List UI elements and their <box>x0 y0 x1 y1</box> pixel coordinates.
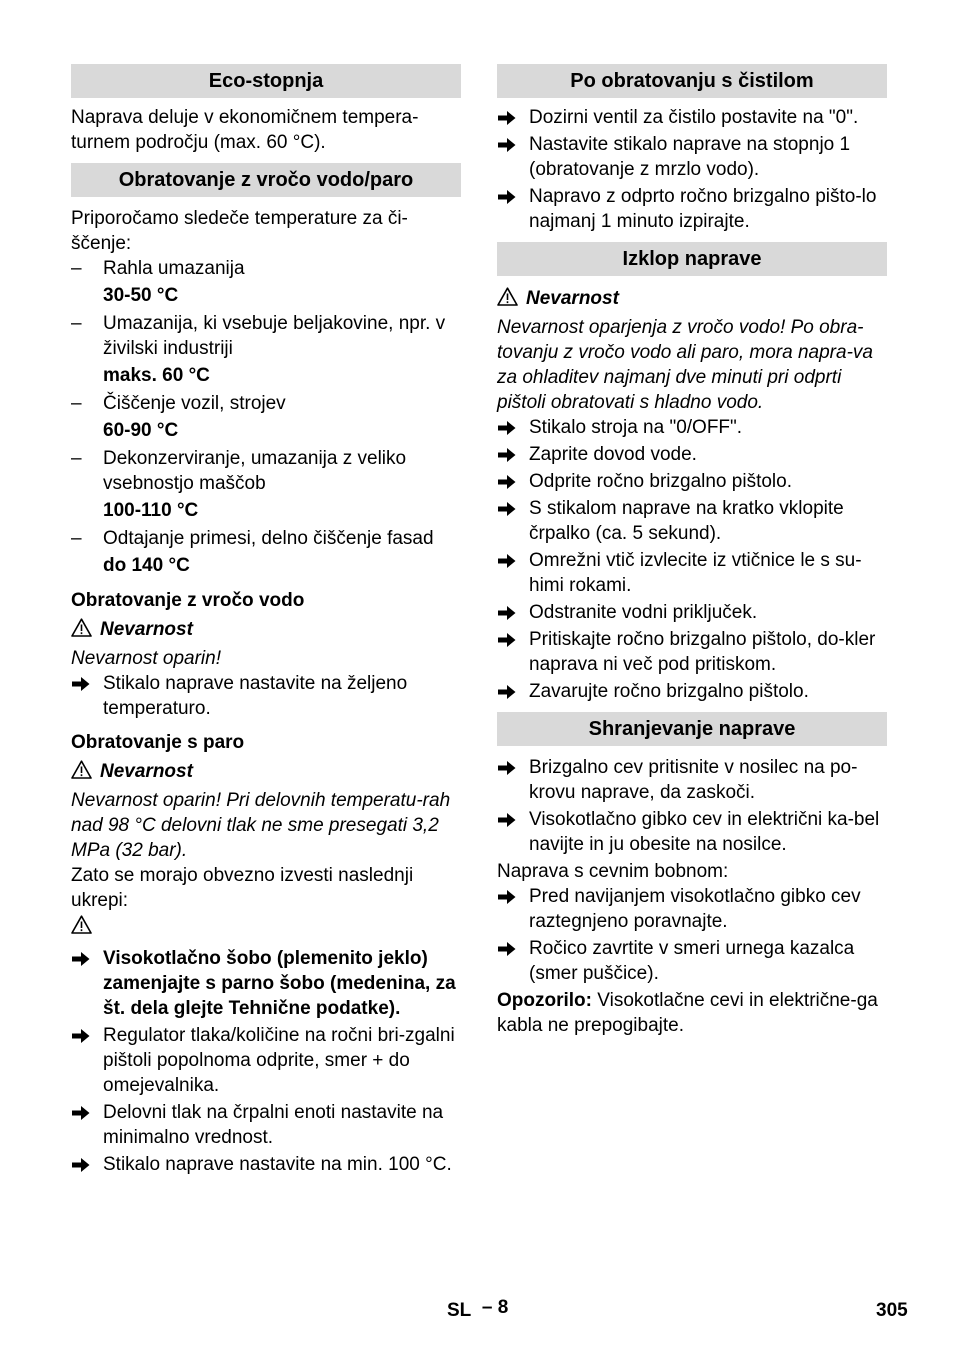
arrow-right-icon <box>498 469 516 494</box>
temperature-item <box>71 256 461 308</box>
step-item <box>71 1023 461 1098</box>
step-item <box>497 936 887 986</box>
step-item <box>497 600 887 625</box>
arrow-right-icon <box>72 671 90 696</box>
arrow-right-icon <box>498 415 516 440</box>
temperature-item <box>71 311 461 388</box>
step-text: Pred navijanjem visokotlačno gibko cev raztegnjeno poravnajte. <box>529 886 861 932</box>
arrow-right-icon <box>498 755 516 780</box>
dash-bullet: – <box>71 393 82 414</box>
arrow-right-icon <box>498 132 516 157</box>
step-text: Ročico zavrtite v smeri urnega kazalca (smer puščice). <box>529 938 855 984</box>
step-text: Delovni tlak na črpalni enoti nastavite na minimalno vrednost. <box>103 1102 444 1148</box>
temperature-label: Umazanija, ki vsebuje beljakovine, npr. v živilski industriji <box>103 313 446 359</box>
step-text: Stikalo stroja na "0/OFF". <box>529 417 743 438</box>
arrow-right-icon <box>498 936 516 961</box>
warning-triangle-icon <box>71 915 92 934</box>
step-item <box>497 755 887 805</box>
danger-warning <box>71 617 461 642</box>
step-item <box>497 469 887 494</box>
arrow-right-icon <box>498 184 516 209</box>
section-header-hot-water-steam: Obratovanje z vročo vodo/paro <box>71 163 461 197</box>
dash-bullet: – <box>71 313 82 334</box>
storage-steps-list <box>497 755 887 857</box>
hot-water-warning-text: Nevarnost oparin! <box>71 648 221 669</box>
after-steps-list <box>497 105 887 234</box>
local-page-number: – 8 <box>481 1297 509 1318</box>
arrow-right-icon <box>72 1152 90 1177</box>
section-header-storage: Shranjevanje naprave <box>497 712 887 746</box>
step-text: Zavarujte ročno brizgalno pištolo. <box>529 681 809 702</box>
step-item <box>497 415 887 440</box>
arrow-right-icon <box>498 548 516 573</box>
switch-off-steps-list <box>497 415 887 704</box>
temperature-label: Rahla umazanija <box>103 258 245 279</box>
danger-warning <box>497 286 887 311</box>
step-text: Visokotlačno šobo (plemenito jeklo) zamenjajte s parno šobo (medenina, za št. dela glejte Tehnične podatke). <box>103 948 456 1019</box>
steam-warning-text: Nevarnost oparin! Pri delovnih temperatu-rah nad 98 °C delovni tlak ne sme presegati 3,2 MPa (32 bar). <box>71 790 451 861</box>
danger-label: Nevarnost <box>100 619 193 640</box>
page-number: 305 <box>876 1300 908 1321</box>
dash-bullet: – <box>71 258 82 279</box>
warning-triangle-icon <box>71 760 92 779</box>
step-text: Pritiskajte ročno brizgalno pištolo, do-kler naprava ni več pod pritiskom. <box>529 629 876 675</box>
arrow-right-icon <box>498 627 516 652</box>
warning-triangle-icon <box>71 618 92 637</box>
caution-note <box>497 988 887 1038</box>
right-column <box>497 64 887 1038</box>
arrow-right-icon <box>498 807 516 832</box>
step-text: Odstranite vodni priključek. <box>529 602 758 623</box>
caution-text: Visokotlačne cevi in električne-ga kabla ne prepogibajte. <box>497 990 878 1036</box>
danger-label: Nevarnost <box>526 288 619 309</box>
arrow-right-icon <box>72 1023 90 1048</box>
step-text: Zaprite dovod vode. <box>529 444 697 465</box>
hose-drum-intro: Naprava s cevnim bobnom: <box>497 861 729 882</box>
step-item <box>71 1152 461 1177</box>
steam-note: Zato se morajo obvezno izvesti naslednji ukrepi: <box>71 865 414 911</box>
temperature-label: Čiščenje vozil, strojev <box>103 393 286 414</box>
step-item <box>497 807 887 857</box>
step-item <box>497 548 887 598</box>
arrow-right-icon <box>498 884 516 909</box>
step-text: Dozirni ventil za čistilo postavite na "0". <box>529 107 859 128</box>
temperature-value: 30-50 °C <box>103 285 179 306</box>
temperature-value: do 140 °C <box>103 555 190 576</box>
step-text: Stikalo naprave nastavite na željeno temperaturo. <box>103 673 408 719</box>
temperatures-intro: Priporočamo sledeče temperature za či-ščenje: <box>71 208 408 254</box>
eco-text: Naprava deluje v ekonomičnem tempera-turnem področju (max. 60 °C). <box>71 107 419 153</box>
hose-drum-steps-list <box>497 884 887 986</box>
danger-warning <box>71 759 461 784</box>
arrow-right-icon <box>498 496 516 521</box>
step-item <box>497 442 887 467</box>
temperature-item <box>71 391 461 443</box>
arrow-right-icon <box>72 946 90 971</box>
step-item <box>497 884 887 934</box>
dash-bullet: – <box>71 448 82 469</box>
page-footer-language <box>447 1298 508 1323</box>
step-item <box>497 105 887 130</box>
step-item <box>71 1100 461 1150</box>
temperature-value: 60-90 °C <box>103 420 179 441</box>
subheading-steam: Obratovanje s paro <box>71 732 245 753</box>
switch-off-warning-text: Nevarnost oparjenja z vročo vodo! Po obra-tovanju z vročo vodo ali paro, mora napra-va za ohladitev najmanj dve minuti pri odprti pištoli obratovati s hladno vodo. <box>497 317 873 413</box>
temperature-item <box>71 446 461 523</box>
step-text: Regulator tlaka/količine na ročni bri-zgalni pištoli popolnoma odprite, smer + do omejevalnika. <box>103 1025 455 1096</box>
step-text: Omrežni vtič izvlecite iz vtičnice le s su-himi rokami. <box>529 550 862 596</box>
arrow-right-icon <box>498 442 516 467</box>
arrow-right-icon <box>498 600 516 625</box>
section-header-eco: Eco-stopnja <box>71 64 461 98</box>
temperature-label: Dekonzerviranje, umazanija z veliko vsebnostjo maščob <box>103 448 407 494</box>
step-text: Brizgalno cev pritisnite v nosilec na po-krovu naprave, da zaskoči. <box>529 757 858 803</box>
step-text: Visokotlačno gibko cev in električni ka-bel navijte in ju obesite na nosilce. <box>529 809 880 855</box>
temperature-label: Odtajanje primesi, delno čiščenje fasad <box>103 528 434 549</box>
step-item <box>497 627 887 677</box>
subheading-hot-water: Obratovanje z vročo vodo <box>71 590 305 611</box>
arrow-right-icon <box>72 1100 90 1125</box>
arrow-right-icon <box>498 105 516 130</box>
step-text: S stikalom naprave na kratko vklopite črpalko (ca. 5 sekund). <box>529 498 844 544</box>
section-header-switch-off: Izklop naprave <box>497 242 887 276</box>
step-item <box>497 496 887 546</box>
arrow-right-icon <box>498 679 516 704</box>
step-item <box>71 671 461 721</box>
warning-triangle-icon <box>497 287 518 306</box>
temperature-value: 100-110 °C <box>103 500 199 521</box>
step-item <box>71 946 461 1021</box>
step-text: Nastavite stikalo naprave na stopnjo 1 (obratovanje z mrzlo vodo). <box>529 134 851 180</box>
temperature-item <box>71 526 461 578</box>
step-item <box>497 132 887 182</box>
step-text: Odprite ročno brizgalno pištolo. <box>529 471 792 492</box>
temperature-list <box>71 256 461 578</box>
section-header-after-detergent: Po obratovanju s čistilom <box>497 64 887 98</box>
temperature-value: maks. 60 °C <box>103 365 210 386</box>
step-text: Stikalo naprave nastavite na min. 100 °C. <box>103 1154 452 1175</box>
step-text: Napravo z odprto ročno brizgalno pišto-lo najmanj 1 minuto izpirajte. <box>529 186 877 232</box>
dash-bullet: – <box>71 528 82 549</box>
steam-steps-list <box>71 946 461 1177</box>
step-item <box>497 679 887 704</box>
caution-label: Opozorilo: <box>497 990 592 1011</box>
language-code: SL <box>447 1300 472 1321</box>
left-column <box>71 64 461 1177</box>
step-item <box>497 184 887 234</box>
danger-label: Nevarnost <box>100 761 193 782</box>
